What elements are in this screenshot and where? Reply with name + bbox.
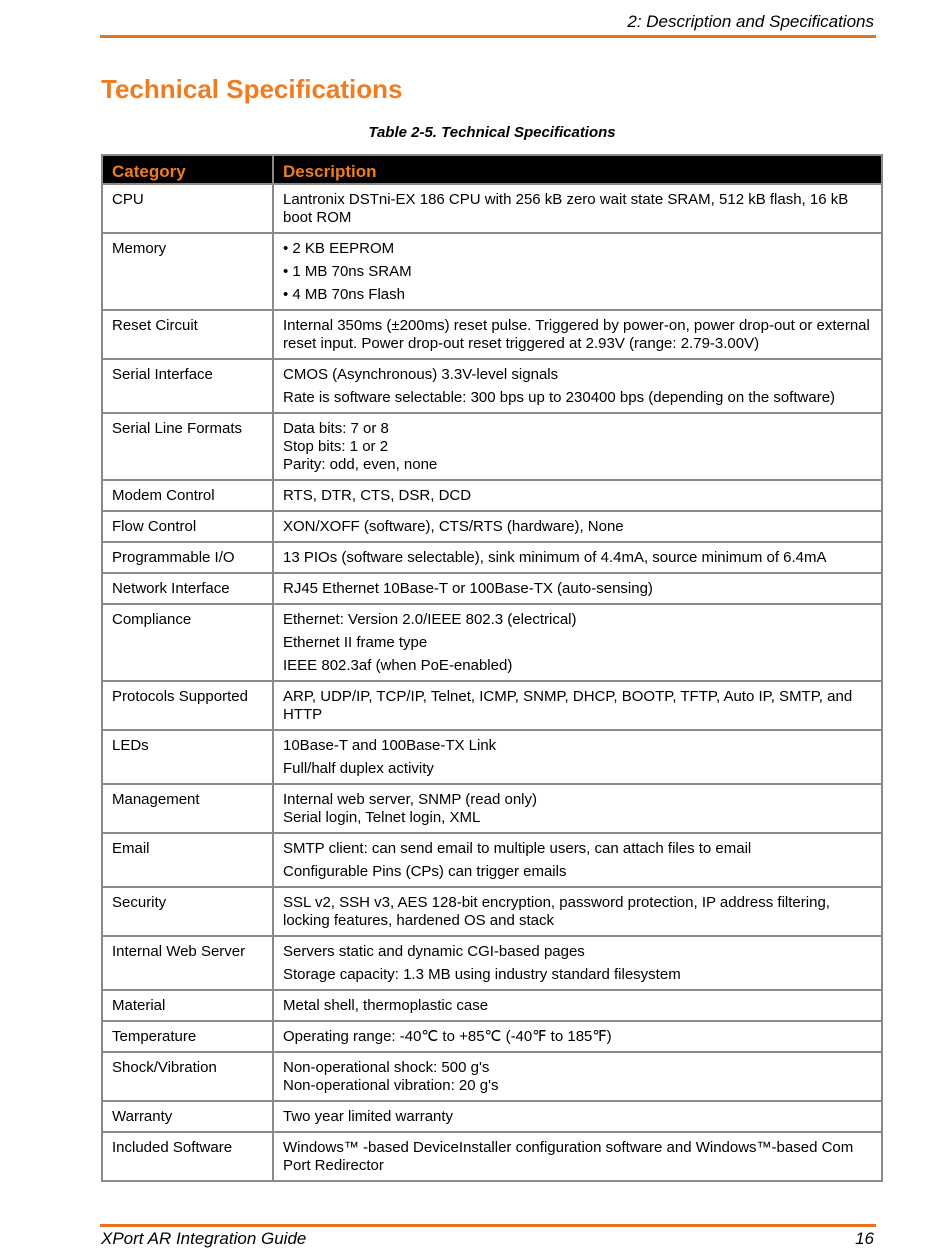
table-row xyxy=(102,542,882,573)
category-cell: Temperature xyxy=(102,1021,273,1052)
description-line: 13 PIOs (software selectable), sink minimum of 4.4mA, source minimum of 6.4mA xyxy=(283,549,827,566)
description-cell xyxy=(273,359,882,413)
description-line: Serial login, Telnet login, XML xyxy=(283,809,481,826)
table-row xyxy=(102,1021,882,1052)
description-cell xyxy=(273,233,882,310)
description-cell xyxy=(273,1052,882,1101)
description-cell xyxy=(273,730,882,784)
category-cell: Protocols Supported xyxy=(102,681,273,730)
description-line: 10Base-T and 100Base-TX Link xyxy=(283,737,497,754)
table-row xyxy=(102,936,882,990)
category-cell: Email xyxy=(102,833,273,887)
description-line: Operating range: -40℃ to +85℃ (-40℉ to 185℉) xyxy=(283,1028,612,1045)
table-row xyxy=(102,681,882,730)
description-line: XON/XOFF (software), CTS/RTS (hardware), None xyxy=(283,518,624,535)
description-line: SSL v2, SSH v3, AES 128-bit encryption, password protection, IP address filtering, locking features, hardened OS and stack xyxy=(283,894,830,929)
description-line: Internal 350ms (±200ms) reset pulse. Triggered by power-on, power drop-out or external reset input. Power drop-out reset triggered at 2.93V (range: 2.79-3.00V) xyxy=(283,317,870,352)
header-rule xyxy=(100,35,876,38)
category-cell: Flow Control xyxy=(102,511,273,542)
description-line: Servers static and dynamic CGI-based pages xyxy=(283,943,585,960)
description-cell xyxy=(273,1101,882,1132)
table-row xyxy=(102,233,882,310)
table-row xyxy=(102,990,882,1021)
table-row xyxy=(102,784,882,833)
category-cell: Warranty xyxy=(102,1101,273,1132)
description-line: RTS, DTR, CTS, DSR, DCD xyxy=(283,487,472,504)
description-line: Configurable Pins (CPs) can trigger emails xyxy=(283,863,567,880)
description-cell xyxy=(273,936,882,990)
page-number: 16 xyxy=(855,1229,874,1248)
description-line: • 4 MB 70ns Flash xyxy=(283,286,405,303)
description-cell xyxy=(273,681,882,730)
section-title: Technical Specifications xyxy=(101,74,403,104)
description-line: Data bits: 7 or 8 xyxy=(283,420,389,437)
table-row xyxy=(102,1101,882,1132)
footer-rule xyxy=(100,1224,876,1227)
description-line: Full/half duplex activity xyxy=(283,760,434,777)
table-row xyxy=(102,480,882,511)
description-line: Non-operational vibration: 20 g's xyxy=(283,1077,499,1094)
description-cell xyxy=(273,184,882,233)
category-cell: Management xyxy=(102,784,273,833)
table-row xyxy=(102,604,882,681)
category-cell: Included Software xyxy=(102,1132,273,1181)
description-cell xyxy=(273,1132,882,1181)
category-cell: CPU xyxy=(102,184,273,233)
description-cell xyxy=(273,887,882,936)
description-line: Ethernet: Version 2.0/IEEE 802.3 (electrical) xyxy=(283,611,577,628)
description-line: Storage capacity: 1.3 MB using industry standard filesystem xyxy=(283,966,681,983)
description-cell xyxy=(273,990,882,1021)
table-body xyxy=(102,184,882,1181)
category-cell: Network Interface xyxy=(102,573,273,604)
table-row xyxy=(102,1052,882,1101)
table-row xyxy=(102,573,882,604)
description-line: Lantronix DSTni-EX 186 CPU with 256 kB zero wait state SRAM, 512 kB flash, 16 kB boot ROM xyxy=(283,191,849,226)
description-cell xyxy=(273,413,882,480)
category-cell: LEDs xyxy=(102,730,273,784)
description-line: Parity: odd, even, none xyxy=(283,456,438,473)
description-line: • 1 MB 70ns SRAM xyxy=(283,263,412,280)
description-line: SMTP client: can send email to multiple users, can attach files to email xyxy=(283,840,752,857)
description-cell xyxy=(273,480,882,511)
description-line: Non-operational shock: 500 g's xyxy=(283,1059,490,1076)
description-cell xyxy=(273,573,882,604)
description-cell xyxy=(273,1021,882,1052)
category-cell: Memory xyxy=(102,233,273,310)
description-line: Ethernet II frame type xyxy=(283,634,428,651)
description-line: IEEE 802.3af (when PoE-enabled) xyxy=(283,657,513,674)
table-header-row xyxy=(102,155,882,184)
description-cell xyxy=(273,542,882,573)
table-row xyxy=(102,730,882,784)
description-line: • 2 KB EEPROM xyxy=(283,240,395,257)
category-column-header: Category xyxy=(102,155,273,184)
description-cell xyxy=(273,310,882,359)
category-cell: Compliance xyxy=(102,604,273,681)
description-line: Stop bits: 1 or 2 xyxy=(283,438,389,455)
description-line: Windows™ -based DeviceInstaller configuration software and Windows™-based Com Port Redirector xyxy=(283,1139,854,1174)
description-line: RJ45 Ethernet 10Base-T or 100Base-TX (auto-sensing) xyxy=(283,580,653,597)
category-cell: Modem Control xyxy=(102,480,273,511)
table-row xyxy=(102,1132,882,1181)
category-cell: Serial Interface xyxy=(102,359,273,413)
description-line: Metal shell, thermoplastic case xyxy=(283,997,489,1014)
description-cell xyxy=(273,784,882,833)
table-row xyxy=(102,359,882,413)
table-caption: Table 2-5. Technical Specifications xyxy=(368,124,616,141)
category-cell: Programmable I/O xyxy=(102,542,273,573)
description-line: ARP, UDP/IP, TCP/IP, Telnet, ICMP, SNMP, DHCP, BOOTP, TFTP, Auto IP, SMTP, and HTTP xyxy=(283,688,853,723)
category-cell: Material xyxy=(102,990,273,1021)
table-row xyxy=(102,887,882,936)
category-cell: Serial Line Formats xyxy=(102,413,273,480)
description-cell xyxy=(273,833,882,887)
description-cell xyxy=(273,604,882,681)
table-row xyxy=(102,413,882,480)
description-cell xyxy=(273,511,882,542)
category-cell: Internal Web Server xyxy=(102,936,273,990)
category-cell: Security xyxy=(102,887,273,936)
running-header: 2: Description and Specifications xyxy=(627,12,874,31)
description-line: Rate is software selectable: 300 bps up to 230400 bps (depending on the software) xyxy=(283,389,836,406)
category-cell: Shock/Vibration xyxy=(102,1052,273,1101)
table-row xyxy=(102,184,882,233)
description-line: CMOS (Asynchronous) 3.3V-level signals xyxy=(283,366,559,383)
description-column-header: Description xyxy=(273,155,882,184)
footer-doc-title: XPort AR Integration Guide xyxy=(101,1229,307,1248)
table-row xyxy=(102,833,882,887)
description-line: Internal web server, SNMP (read only) xyxy=(283,791,537,808)
table-row xyxy=(102,310,882,359)
table-row xyxy=(102,511,882,542)
spec-table xyxy=(101,154,883,1182)
category-cell: Reset Circuit xyxy=(102,310,273,359)
description-line: Two year limited warranty xyxy=(283,1108,454,1125)
